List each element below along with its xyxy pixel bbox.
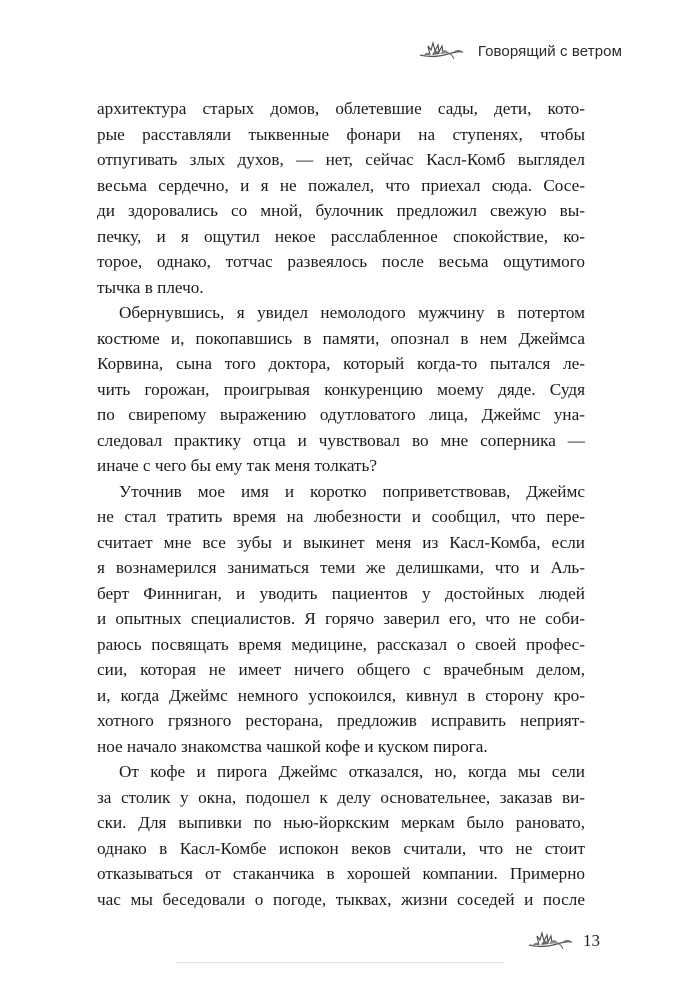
- text-line: печку, и я ощутил некое расслабленное спокойствие, ко-: [97, 226, 585, 246]
- running-header: [418, 40, 622, 62]
- text-line: сии, которая не имеет ничего общего с врачебным делом,: [97, 660, 585, 679]
- bottom-divider: [175, 962, 505, 963]
- text-line: час мы беседовали о погоде, тыквах, жизни соседей и после: [97, 889, 585, 909]
- text-line: отказываться от стаканчика в хорошей компании. Примерно: [97, 864, 585, 883]
- text-line: ди здоровались со мной, булочник предложил свежую вы-: [97, 201, 585, 220]
- text-line: хотного грязного ресторана, предложив исправить неприят-: [97, 711, 585, 730]
- text-line: и опытных специалистов. Я горячо заверил его, что не соби-: [97, 609, 585, 628]
- running-title: Говорящий с ветром: [477, 42, 622, 60]
- text-line: считает мне все зубы и выкинет меня из Касл-Комба, если: [97, 532, 585, 552]
- text-line: однако в Касл-Комбе испокон веков считали, что не стоит: [97, 838, 585, 858]
- text-line: чить горожан, проигрывая конкуренцию моему дяде. Судя: [97, 379, 585, 399]
- text-line: костюме и, покопавшись в памяти, опознал в нем Джеймса: [97, 328, 585, 348]
- paragraph: [97, 759, 585, 912]
- text-line: не стал тратить время на любезности и сообщил, что пере-: [97, 507, 585, 526]
- text-line: Корвина, сына того доктора, который когда-то пытался ле-: [97, 354, 585, 373]
- text-line: за столик у окна, подошел к делу основательнее, заказав ви-: [97, 787, 585, 807]
- text-line: Обернувшись, я увидел немолодого мужчину в потертом: [119, 303, 585, 322]
- paragraph: [97, 300, 585, 479]
- text-line: ски. Для выпивки по нью-йоркским меркам было рановато,: [97, 813, 585, 832]
- text-line: по свирепому выражению одутловатого лица, Джеймс уна-: [97, 405, 585, 424]
- text-line: архитектура старых домов, облетевшие сады, дети, кото-: [97, 99, 585, 118]
- text-line: Уточнив мое имя и коротко поприветствовав, Джеймс: [119, 481, 585, 501]
- leaf-branch-ornament-icon: [527, 930, 573, 952]
- text-line: иначе с чего бы ему так меня толкать?: [97, 456, 377, 475]
- paragraph: [97, 96, 585, 300]
- text-line: и, когда Джеймс немного успокоился, кивнул в сторону кро-: [97, 685, 585, 705]
- text-line: ное начало знакомства чашкой кофе и куском пирога.: [97, 736, 488, 756]
- text-line: раюсь посвящать время медицине, рассказал о своей профес-: [97, 634, 585, 654]
- text-line: отпугивать злых духов, — нет, сейчас Касл-Комб выглядел: [97, 150, 585, 169]
- paragraph: [97, 479, 585, 760]
- page-number: 13: [583, 931, 600, 950]
- text-line: торое, однако, тотчас развеялось после весьма ощутимого: [97, 252, 585, 271]
- text-line: рые расставляли тыквенные фонари на ступенях, чтобы: [97, 124, 585, 144]
- text-line: следовал практику отца и чувствовал во мне соперника —: [97, 430, 585, 450]
- text-line: берт Финниган, и уводить пациентов у достойных людей: [97, 583, 585, 603]
- leaf-branch-ornament-icon: [418, 40, 464, 62]
- text-line: весьма сердечно, и я не пожалел, что приехал сюда. Сосе-: [97, 175, 585, 195]
- page-body-text: [97, 96, 585, 912]
- text-line: тычка в плечо.: [97, 277, 204, 297]
- text-line: я вознамерился заниматься теми же делишками, что и Аль-: [97, 558, 585, 577]
- page-footer: [527, 930, 600, 952]
- text-line: От кофе и пирога Джеймс отказался, но, когда мы сели: [119, 762, 585, 781]
